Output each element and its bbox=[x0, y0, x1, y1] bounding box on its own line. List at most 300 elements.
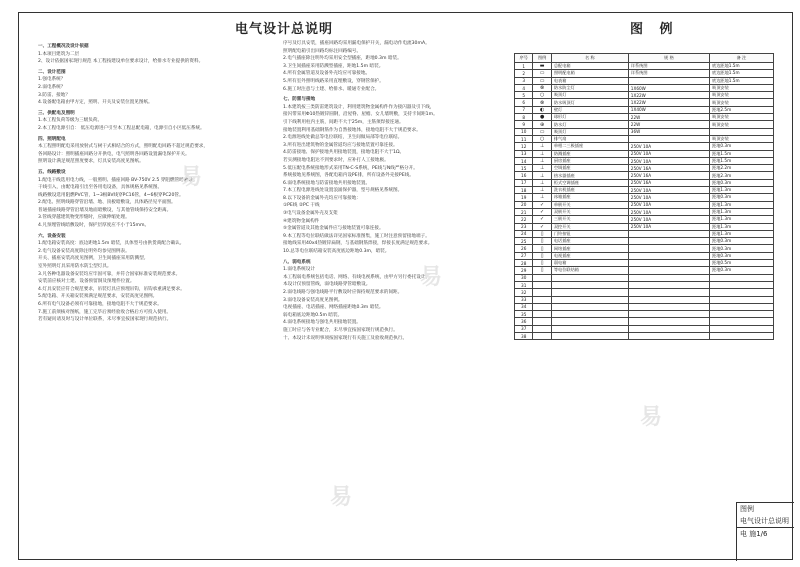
legend-cell: ◐ bbox=[533, 106, 551, 113]
legend-header-cell: 序号 bbox=[515, 54, 533, 63]
legend-cell: 16 bbox=[515, 172, 533, 179]
legend-row bbox=[515, 223, 774, 230]
legend-cell: 电话插座 bbox=[551, 238, 628, 245]
legend-row bbox=[515, 150, 774, 157]
note-line: 1.强电系统？ bbox=[38, 77, 66, 83]
legend-cell: ▯ bbox=[533, 267, 551, 274]
note-line: 系统接地见系统图，各配电箱内设PE排，所有设备外壳接PE线。 bbox=[283, 173, 414, 179]
legend-cell bbox=[533, 318, 551, 325]
legend-cell: 壁灯 bbox=[551, 106, 628, 113]
legend-cell: 8 bbox=[515, 114, 533, 121]
note-line: 本工程照明配电采用放射式与树干式相结合的方式，照明配电回路不超过规范要求， bbox=[38, 144, 208, 150]
legend-row bbox=[515, 274, 774, 281]
legend-cell bbox=[710, 332, 774, 339]
watermark: 易 bbox=[330, 485, 355, 510]
legend-cell: 38 bbox=[515, 332, 533, 339]
legend-cell: 17 bbox=[515, 179, 533, 186]
legend-row bbox=[515, 252, 774, 259]
legend-row bbox=[515, 121, 774, 128]
note-line: 2.电气设备安装高度除注明外均参见图例表。 bbox=[38, 248, 130, 254]
legend-cell: 球形灯 bbox=[551, 114, 628, 121]
legend-cell: 防水吸顶灯 bbox=[551, 99, 628, 106]
legend-cell: 三极开关 bbox=[551, 216, 628, 223]
legend-cell: 底边距地1.5m bbox=[710, 70, 774, 77]
legend-cell bbox=[533, 274, 551, 281]
legend-cell: ▭ bbox=[533, 70, 551, 77]
legend-cell bbox=[710, 318, 774, 325]
legend-row bbox=[515, 311, 774, 318]
legend-cell: 距地2.3m bbox=[710, 172, 774, 179]
note-line: 5.低压配电系统接地形式采用TN-C-S系统，PE线与N线严格分开。 bbox=[283, 165, 418, 171]
legend-row bbox=[515, 201, 774, 208]
legend-row bbox=[515, 135, 774, 142]
note-line: 引下线利用柱内主筋，间距不大于25m，主筋须焊接连通。 bbox=[283, 119, 404, 125]
legend-cell: ○ bbox=[533, 135, 551, 142]
note-line: 电视插座、电话插座、网络插座距地0.3m 暗装。 bbox=[283, 305, 384, 311]
legend-cell: 1 bbox=[515, 63, 533, 70]
legend-row bbox=[515, 106, 774, 113]
legend-cell bbox=[551, 332, 628, 339]
legend-cell: 距地1.3m bbox=[710, 230, 774, 237]
title-block-line2: 电气设计总说明 bbox=[740, 517, 789, 525]
legend-cell: 37 bbox=[515, 325, 533, 332]
legend-cell: 30 bbox=[515, 274, 533, 281]
note-line: 7.本工程电源进线处设置浪涌保护器，型号规格见系统图。 bbox=[283, 188, 403, 194]
legend-cell: 吸顶安装 bbox=[710, 121, 774, 128]
note-line: 9.本工程等电位联结做法详见国家标准图集，施工时注意预留接地端子。 bbox=[283, 233, 430, 239]
legend-cell bbox=[628, 252, 709, 259]
note-line: 1.本建筑按三类防雷建筑设计，利用建筑物金属构件作为接闪器及引下线， bbox=[283, 104, 435, 110]
watermark: 易 bbox=[640, 405, 665, 430]
legend-cell: 22W bbox=[628, 121, 709, 128]
legend-cell: 距地0.5m bbox=[710, 260, 774, 267]
note-line: ⑤金属管道及其他金属件应与接地装置可靠连接。 bbox=[283, 226, 384, 232]
note-line: 1.本工程负荷等级为三级负荷。 bbox=[38, 118, 103, 124]
legend-cell bbox=[710, 281, 774, 288]
legend-table bbox=[514, 53, 774, 340]
legend-cell: 电视插座 bbox=[551, 252, 628, 259]
legend-cell bbox=[628, 77, 709, 84]
legend-cell: 距地2.5m bbox=[710, 106, 774, 113]
legend-cell: 250V 10A bbox=[628, 208, 709, 215]
legend-cell: ⊥ bbox=[533, 143, 551, 150]
legend-cell: 单极开关 bbox=[551, 201, 628, 208]
legend-cell: 距地0.3m bbox=[710, 252, 774, 259]
legend-cell: 250V 16A bbox=[628, 165, 709, 172]
legend-cell: 27 bbox=[515, 252, 533, 259]
legend-row bbox=[515, 143, 774, 150]
legend-cell: 详系统图 bbox=[628, 70, 709, 77]
legend-header-cell: 规 格 bbox=[628, 54, 709, 63]
legend-cell: 空调插座 bbox=[551, 165, 628, 172]
legend-cell: 25 bbox=[515, 238, 533, 245]
legend-cell bbox=[551, 281, 628, 288]
note-line: 3.管线穿越建筑物变形缝时，应做伸缩处理。 bbox=[38, 215, 130, 221]
legend-cell: 1X22W bbox=[628, 92, 709, 99]
legend-cell: 双控开关 bbox=[551, 223, 628, 230]
legend-cell bbox=[551, 325, 628, 332]
legend-cell: 23 bbox=[515, 223, 533, 230]
note-line: 1.配电干线选用电力线，一般照明、插座回路 BV-750V 2.5 穿阻燃管暗敷设。 bbox=[38, 177, 198, 183]
legend-cell bbox=[628, 296, 709, 303]
note-line: 3.防雷、接地？ bbox=[38, 92, 70, 98]
legend-cell bbox=[551, 303, 628, 310]
legend-cell: ○ bbox=[533, 92, 551, 99]
legend-cell: 36W bbox=[628, 128, 709, 135]
legend-cell: 距地1.3m bbox=[710, 216, 774, 223]
legend-cell: 底边距地1.5m bbox=[710, 63, 774, 70]
legend-cell: 冰箱插座 bbox=[551, 194, 628, 201]
section-heading: 七、防雷与接地 bbox=[283, 97, 316, 103]
legend-cell: 31 bbox=[515, 281, 533, 288]
legend-cell: 22 bbox=[515, 216, 533, 223]
note-line: 4.防雷接地、保护接地共用接地装置，接地电阻不大于1Ω。 bbox=[283, 150, 405, 156]
note-line: 线路敷设选用阻燃PVC管，1~3根BV线穿PC16管，4~6根穿PC20管。 bbox=[38, 192, 184, 198]
note-line: 2.电气插座除注明外均采用安全型插座，距地0.3m 暗装。 bbox=[283, 56, 402, 62]
legend-row bbox=[515, 230, 774, 237]
legend-cell: 等电位联结箱 bbox=[551, 267, 628, 274]
legend-row bbox=[515, 84, 774, 91]
legend-cell bbox=[710, 311, 774, 318]
legend-cell: 250V 10A bbox=[628, 143, 709, 150]
legend-cell: 详系统图 bbox=[628, 63, 709, 70]
legend-cell bbox=[628, 281, 709, 288]
legend-cell: 距地1.3m bbox=[710, 208, 774, 215]
legend-row bbox=[515, 238, 774, 245]
legend-cell bbox=[628, 274, 709, 281]
note-line: 施工时应与各专业配合，未尽事宜按国家现行规范执行。 bbox=[283, 327, 398, 333]
legend-cell bbox=[533, 303, 551, 310]
legend-cell: 1X60W bbox=[628, 84, 709, 91]
legend-cell: ⊥ bbox=[533, 187, 551, 194]
note-line: 各回路设计：照明插座回路分开供电，电气照明各回路设置漏电保护开关。 bbox=[38, 151, 190, 157]
legend-cell bbox=[551, 296, 628, 303]
note-line: 照明设计满足规范照度要求，灯具安装高度见图纸。 bbox=[38, 159, 144, 165]
note-line: 4.凡预埋管线暗敷设时，保护层厚度应不小于15mm。 bbox=[38, 223, 150, 229]
legend-cell: 11 bbox=[515, 135, 533, 142]
legend-cell: 距地1.5m bbox=[710, 157, 774, 164]
note-line: 6.所有电气设备必须有可靠接地，接地电阻不大于规范要求。 bbox=[38, 302, 162, 307]
legend-cell bbox=[710, 303, 774, 310]
legend-cell: 距地0.3m bbox=[710, 245, 774, 252]
note-line: 6.施工时注意与土建、给排水、暖通专业配合。 bbox=[283, 86, 380, 92]
note-line: 弱电箱底边距地0.5m 暗装。 bbox=[283, 312, 343, 318]
legend-cell: 32 bbox=[515, 289, 533, 296]
legend-cell: 22W bbox=[628, 114, 709, 121]
note-line: 本设计仅预留管线，弱电线路穿管暗敷设。 bbox=[283, 282, 371, 288]
legend-row bbox=[515, 128, 774, 135]
note-line: 4.设备配电箱由甲方定，照明、开关及安装位置见图纸。 bbox=[38, 100, 153, 106]
legend-cell: 250V 10A bbox=[628, 216, 709, 223]
legend-cell: 19 bbox=[515, 194, 533, 201]
legend-cell: ⊥ bbox=[533, 165, 551, 172]
legend-cell: 距地1.3m bbox=[710, 187, 774, 194]
legend-cell: 6 bbox=[515, 99, 533, 106]
legend-row bbox=[515, 296, 774, 303]
legend-row bbox=[515, 99, 774, 106]
note-line: 3.卫生间插座采用防溅型插座，距地1.5m 暗装。 bbox=[283, 63, 384, 69]
note-line: 安装前应核对土建、设备预留洞及预埋件位置。 bbox=[38, 279, 135, 285]
legend-cell: 13 bbox=[515, 150, 533, 157]
legend-cell: 总配电箱 bbox=[551, 63, 628, 70]
note-line: 3.所有进出建筑物的金属管道均应与接地装置可靠连接。 bbox=[283, 142, 398, 148]
section-heading: 六、设备安装 bbox=[38, 233, 66, 239]
note-line: 4.弱电系统接地与强电共用接地装置。 bbox=[283, 320, 361, 326]
watermark: 易 bbox=[180, 165, 205, 190]
legend-cell: 单相二三极插座 bbox=[551, 143, 628, 150]
legend-row bbox=[515, 63, 774, 70]
note-line: 2.本工程电源引自： 低压电源进户引至本工程总配电箱，电源引自小区低压系统。 bbox=[38, 125, 205, 131]
legend-cell: 14 bbox=[515, 157, 533, 164]
legend-cell bbox=[628, 267, 709, 274]
legend-cell bbox=[628, 245, 709, 252]
legend-cell bbox=[551, 311, 628, 318]
note-line: 接地装置利用基础钢筋作为自然接地体，接地电阻不大于规范要求。 bbox=[283, 127, 421, 133]
legend-row bbox=[515, 157, 774, 164]
legend-cell: ⊗ bbox=[533, 84, 551, 91]
legend-header-row bbox=[515, 54, 774, 63]
legend-cell bbox=[628, 303, 709, 310]
legend-cell: 电表箱 bbox=[551, 77, 628, 84]
legend-row bbox=[515, 260, 774, 267]
note-line: 6.弱电系统接地与防雷接地共用接地装置。 bbox=[283, 180, 371, 186]
legend-cell: ⊕ bbox=[533, 121, 551, 128]
section-heading: 五、线路敷设 bbox=[38, 169, 66, 175]
legend-cell: 12 bbox=[515, 143, 533, 150]
legend-cell: 距地0.3m bbox=[710, 143, 774, 150]
note-line: 序号及灯具安装，插座回路均采用漏电保护开关，漏电动作电流30mA。 bbox=[283, 41, 430, 46]
legend-cell bbox=[628, 135, 709, 142]
legend-title: 图 例 bbox=[630, 22, 679, 37]
legend-row bbox=[515, 172, 774, 179]
legend-cell: ▯ bbox=[533, 230, 551, 237]
legend-cell: ⊥ bbox=[533, 194, 551, 201]
legend-cell: 防水灯 bbox=[551, 121, 628, 128]
legend-cell: ✓ bbox=[533, 216, 551, 223]
legend-header-cell: 图例 bbox=[533, 54, 551, 63]
legend-cell: ✓ bbox=[533, 223, 551, 230]
legend-cell bbox=[628, 332, 709, 339]
legend-cell: 26 bbox=[515, 245, 533, 252]
note-line: 干线引入，由配电箱引出至各用电设备，具体规格见系统图。 bbox=[38, 185, 163, 191]
legend-cell: 33 bbox=[515, 296, 533, 303]
legend-cell bbox=[551, 274, 628, 281]
legend-row bbox=[515, 318, 774, 325]
note-line: 3.凡各种电器设备安装均应牢固可靠，并符合国家标准安装规范要求。 bbox=[38, 271, 181, 277]
legend-cell: ⊥ bbox=[533, 157, 551, 164]
legend-cell: 双极开关 bbox=[551, 208, 628, 215]
legend-cell: 250V 10A bbox=[628, 201, 709, 208]
section-heading: 八、弱电系统 bbox=[283, 259, 311, 265]
note-line: 室外照明灯具采用防水防尘型灯具。 bbox=[38, 264, 112, 270]
legend-cell: 吸顶安装 bbox=[710, 135, 774, 142]
legend-cell: 1X40W bbox=[628, 106, 709, 113]
legend-cell: 250V 10A bbox=[628, 157, 709, 164]
section-heading: 四、照明配电 bbox=[38, 136, 66, 142]
legend-cell: 吸顶安装 bbox=[710, 99, 774, 106]
legend-cell: ▬ bbox=[533, 63, 551, 70]
legend-row bbox=[515, 267, 774, 274]
legend-cell: 20 bbox=[515, 201, 533, 208]
legend-cell: 吸顶灯 bbox=[551, 128, 628, 135]
legend-cell: ▯ bbox=[533, 252, 551, 259]
legend-cell: 洗衣机插座 bbox=[551, 187, 628, 194]
note-line: 1.本项目建筑为二层 bbox=[38, 51, 80, 57]
legend-cell: ⊥ bbox=[533, 179, 551, 186]
legend-cell: 29 bbox=[515, 267, 533, 274]
note-line: 若有疑问请及时与设计单位联系，未尽事宜按国家现行规范执行。 bbox=[38, 317, 172, 323]
legend-row bbox=[515, 114, 774, 121]
legend-row bbox=[515, 245, 774, 252]
note-line: 2.弱电线路与强电线路平行敷设时应保持规范要求的间距。 bbox=[283, 290, 403, 295]
legend-cell: 250V 16A bbox=[628, 172, 709, 179]
note-line: ①PE线 ②PC 干线 bbox=[283, 203, 320, 209]
legend-header-cell: 备 注 bbox=[710, 54, 774, 63]
legend-cell: 5 bbox=[515, 92, 533, 99]
legend-cell: 吸顶安装 bbox=[710, 92, 774, 99]
legend-row bbox=[515, 194, 774, 201]
legend-cell: ⊗ bbox=[533, 99, 551, 106]
note-line: 1.配电箱安装高度：底边距地1.5m 暗装，具体型号由供货商配合确认。 bbox=[38, 241, 185, 247]
legend-cell: 照明配电箱 bbox=[551, 70, 628, 77]
legend-cell bbox=[533, 289, 551, 296]
legend-cell bbox=[710, 325, 774, 332]
legend-cell: 18 bbox=[515, 187, 533, 194]
title-block-line1: 图例 bbox=[740, 505, 754, 513]
note-line: 开关、插座安装高度见图例，卫生间插座采用防溅型。 bbox=[38, 256, 149, 262]
legend-row bbox=[515, 187, 774, 194]
legend-cell: 21 bbox=[515, 208, 533, 215]
legend-cell bbox=[628, 311, 709, 318]
title-block bbox=[736, 502, 794, 561]
legend-cell bbox=[628, 289, 709, 296]
legend-cell: 250V 16A bbox=[628, 179, 709, 186]
note-line: 8.以下设备的金属外壳均应可靠接地： bbox=[283, 195, 361, 201]
legend-cell: 柜式空调插座 bbox=[551, 179, 628, 186]
legend-cell: 距地0.3m bbox=[710, 267, 774, 274]
legend-cell bbox=[551, 318, 628, 325]
legend-cell: 36 bbox=[515, 318, 533, 325]
note-line: 本工程弱电系统包括电话、网络、有线电视系统，由甲方另行委托设计。 bbox=[283, 274, 431, 280]
section-heading: 二、设计范围 bbox=[38, 69, 66, 75]
legend-cell bbox=[533, 296, 551, 303]
legend-header-cell: 名 称 bbox=[551, 54, 628, 63]
legend-cell: 距地1.3m bbox=[710, 201, 774, 208]
legend-row bbox=[515, 281, 774, 288]
legend-row bbox=[515, 303, 774, 310]
note-line: 十、本设计未说明事项按国家现行有关施工及验收规范执行。 bbox=[283, 335, 408, 341]
legend-cell bbox=[710, 128, 774, 135]
notes-column-right bbox=[283, 40, 508, 342]
legend-cell: ▭ bbox=[533, 77, 551, 84]
legend-cell: 厨房插座 bbox=[551, 157, 628, 164]
legend-cell: ⊥ bbox=[533, 172, 551, 179]
page-title: 电气设计总说明 bbox=[235, 22, 334, 37]
legend-cell: 250V 10A bbox=[628, 187, 709, 194]
note-line: 4.灯具安装应符合规范要求，吊装灯具应预埋吊钩，吊钩承重满足要求。 bbox=[38, 286, 185, 292]
legend-row bbox=[515, 216, 774, 223]
sheet-number: 电 施1/6 bbox=[737, 527, 794, 540]
legend-cell: 1X22W bbox=[628, 99, 709, 106]
legend-cell: 24 bbox=[515, 230, 533, 237]
legend-cell: ▯ bbox=[533, 260, 551, 267]
note-line: 4.所有金属管道及设备外壳均应可靠接地。 bbox=[283, 71, 371, 77]
legend-row bbox=[515, 92, 774, 99]
legend-cell: ▭ bbox=[533, 128, 551, 135]
legend-cell: 9 bbox=[515, 121, 533, 128]
note-line: 1.弱电系统设计 bbox=[283, 267, 315, 273]
legend-cell bbox=[710, 289, 774, 296]
legend-row bbox=[515, 289, 774, 296]
note-line: 普通插座线路穿管沿墙及地面暗敷设，与其他管线保持安全距离。 bbox=[38, 207, 172, 213]
legend-cell bbox=[533, 311, 551, 318]
legend-cell: 28 bbox=[515, 260, 533, 267]
legend-cell bbox=[533, 281, 551, 288]
note-line: 若实测接地电阻达不到要求时，应补打人工接地极。 bbox=[283, 157, 389, 163]
legend-cell: 250V 10A bbox=[628, 150, 709, 157]
legend-cell: 门铃按钮 bbox=[551, 230, 628, 237]
legend-row bbox=[515, 332, 774, 339]
legend-cell: 排气扇 bbox=[551, 135, 628, 142]
note-line: 7.施工前须核对图纸，施工完毕后须经验收合格后方可投入使用。 bbox=[38, 309, 172, 315]
legend-cell: 网络插座 bbox=[551, 245, 628, 252]
note-line: 2.电源进线处做总等电位联结，卫生间做局部等电位联结。 bbox=[283, 135, 403, 141]
legend-cell: 距地1.5m bbox=[710, 150, 774, 157]
legend-cell: 34 bbox=[515, 303, 533, 310]
legend-cell: ● bbox=[533, 114, 551, 121]
legend-cell: 弱电箱 bbox=[551, 260, 628, 267]
legend-cell: 15 bbox=[515, 165, 533, 172]
legend-body bbox=[515, 63, 774, 340]
note-line: 2.弱电系统？ bbox=[38, 84, 66, 90]
legend-cell: 距地1.3m bbox=[710, 223, 774, 230]
legend-cell: ✓ bbox=[533, 208, 551, 215]
legend-cell: 吸顶安装 bbox=[710, 84, 774, 91]
legend-cell: 防溅插座 bbox=[551, 150, 628, 157]
legend-cell: 距地0.3m bbox=[710, 194, 774, 201]
note-line: 2、设计依据国家现行规范 本工程按建设单位要求设计，给排水专业提供的资料。 bbox=[38, 59, 204, 65]
note-line: 5.所有室外照明线路采用直埋敷设，穿钢管保护。 bbox=[283, 78, 384, 84]
legend-cell: 吸顶灯 bbox=[551, 92, 628, 99]
legend-cell: 4 bbox=[515, 84, 533, 91]
legend-cell bbox=[628, 318, 709, 325]
legend-cell: 距地2.2m bbox=[710, 165, 774, 172]
legend-row bbox=[515, 208, 774, 215]
note-line: 照明配电箱引出回路均标注回路编号。 bbox=[283, 48, 362, 54]
legend-cell: 3 bbox=[515, 77, 533, 84]
legend-cell: ▯ bbox=[533, 245, 551, 252]
legend-row bbox=[515, 70, 774, 77]
legend-cell: 250V 10A bbox=[628, 223, 709, 230]
note-line: 10.总等电位联结箱安装高度底边距地0.3m，暗装。 bbox=[283, 249, 390, 255]
legend-cell: 7 bbox=[515, 106, 533, 113]
legend-cell bbox=[628, 325, 709, 332]
legend-cell: 吸顶安装 bbox=[710, 114, 774, 121]
watermark: 易 bbox=[420, 265, 445, 290]
legend-cell: 10 bbox=[515, 128, 533, 135]
legend-cell bbox=[533, 332, 551, 339]
note-line: ③电气设备金属外壳及支架 bbox=[283, 211, 338, 217]
legend-row bbox=[515, 179, 774, 186]
legend-cell: 距地0.3m bbox=[710, 179, 774, 186]
legend-cell: 250V 10A bbox=[628, 194, 709, 201]
legend-cell: 防水防尘灯 bbox=[551, 84, 628, 91]
legend-cell: ⊥ bbox=[533, 150, 551, 157]
legend-cell bbox=[710, 296, 774, 303]
section-heading: 一、工程概况及设计依据 bbox=[38, 44, 89, 49]
legend-row bbox=[515, 165, 774, 172]
legend-cell: 底边距地1.5m bbox=[710, 77, 774, 84]
